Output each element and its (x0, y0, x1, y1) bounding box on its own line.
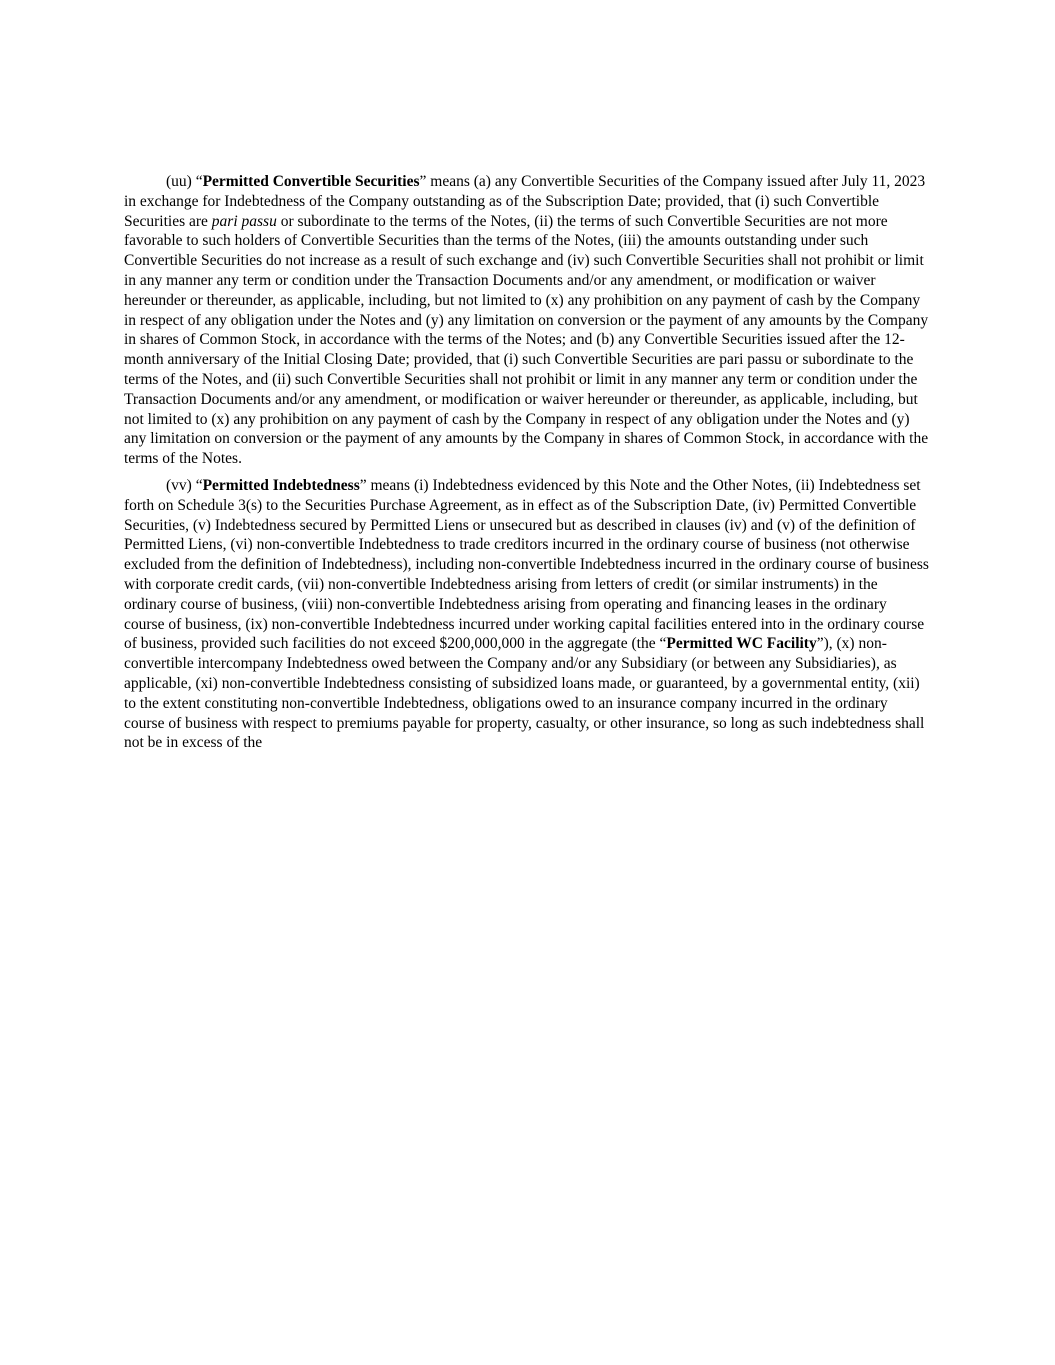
vv-body-1: ” means (i) Indebtedness evidenced by this Note and the Other Notes, (ii) Indebtedness set forth on Schedule 3(s) to the Securities Purchase Agreement, as in effect as of the Subscription Date, (iv) Permitted Convertible Securities, (v) Indebtedness secured by Permitted Liens or unsecured but as described in clauses (iv) and (v) of the definition of Permitted Liens, (vi) non-convertible Indebtedness to trade creditors incurred in the ordinary course of business (not otherwise excluded from the definition of Indebtedness), including non-convertible Indebtedness incurred in the ordinary course of business with corporate credit cards, (vii) non-convertible Indebtedness arising from letters of credit (or similar instruments) in the ordinary course of business, (viii) non-convertible Indebtedness arising from operating and financing leases in the ordinary course of business, (ix) non-convertible Indebtedness incurred under working capital facilities entered into in the ordinary course of business, provided such facilities do not exceed $200,000,000 in the aggregate (the “ (124, 476, 929, 653)
paragraph-vv (124, 476, 930, 753)
vv-body-2: ”), (x) non-convertible intercompany Indebtedness owed between the Company and/or any Subsidiary (or between any Subsidiaries), as applicable, (xi) non-convertible Indebtedness consisting of subsidized loans made, or guaranteed, by a governmental entity, (xii) to the extent constituting non-convertible Indebtedness, obligations owed to an insurance company incurred in the ordinary course of business with respect to premiums payable for property, casualty, or other insurance, so long as such indebtedness shall not be in excess of the (124, 635, 925, 752)
uu-italic-term: pari passu (211, 212, 277, 230)
vv-defined-term: Permitted Indebtedness (202, 476, 360, 494)
vv-defined-term-wc: Permitted WC Facility (666, 635, 817, 653)
uu-body-1: ” means (a) any Convertible Securities of the Company issued after July 11, 2023 in exchange for Indebtedness of the Company outstanding as of the Subscription Date; provided, that (i) such Convertible Securities are (124, 173, 926, 230)
document-page (124, 172, 930, 760)
paragraph-uu (124, 172, 930, 469)
uu-defined-term: Permitted Convertible Securities (202, 173, 420, 190)
vv-lead: (vv) “ (166, 476, 203, 494)
uu-lead: (uu) “ (166, 173, 203, 190)
uu-body-2: or subordinate to the terms of the Notes, (ii) the terms of such Convertible Securities are not more favorable to such holders of Convertible Securities than the terms of the Notes, (iii) the amounts outstanding under such Convertible Securities do not increase as a result of such exchange and (iv) such Convertible Securities shall not prohibit or limit in any manner any term or condition under the Transaction Documents and/or any amendment, or modification or waiver hereunder or thereunder, as applicable, including, but not limited to (x) any prohibition on any payment of cash by the Company in respect of any obligation under the Notes and (y) any limitation on conversion or the payment of any amounts by the Company in shares of Common Stock, in accordance with the terms of the Notes; and (b) any Convertible Securities issued after the 12-month anniversary of the Initial Closing Date; provided, that (i) such Convertible Securities are pari passu or subordinate to the terms of the Notes, and (ii) such Convertible Securities shall not prohibit or limit in any manner any term or condition under the Transaction Documents and/or any amendment, or modification or waiver hereunder or thereunder, as applicable, including, but not limited to (x) any prohibition on any payment of cash by the Company in respect of any obligation under the Notes and (y) any limitation on conversion or the payment of any amounts by the Company in shares of Common Stock, in accordance with the terms of the Notes. (124, 212, 929, 468)
